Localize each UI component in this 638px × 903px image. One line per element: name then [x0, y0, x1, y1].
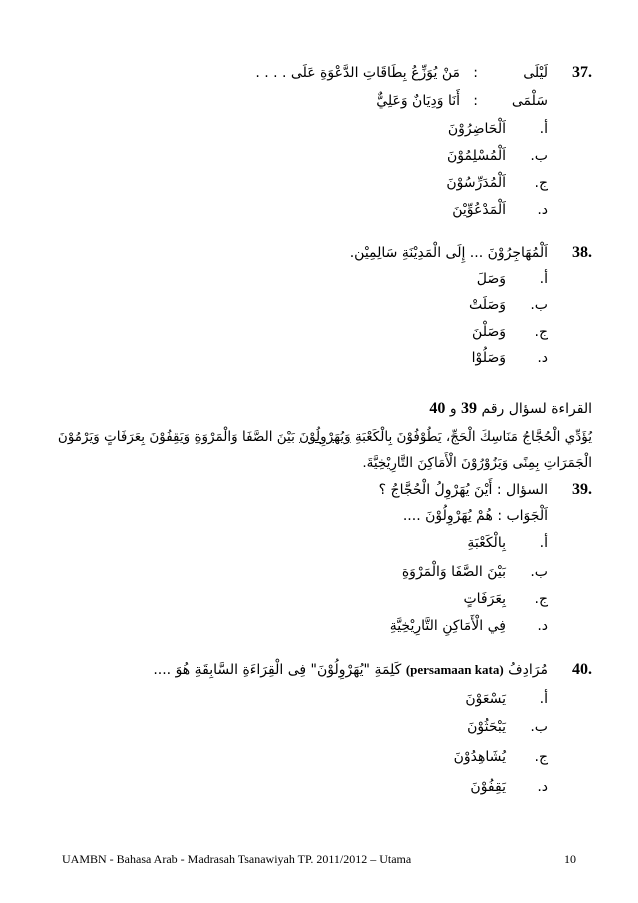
q40-text-a: مُرَادِفُ [508, 662, 548, 678]
reading-heading [429, 400, 592, 418]
q38-option-c-letter: ج. [534, 324, 548, 340]
q39-option-a-text: بِالْكَعْبَةِ [467, 535, 506, 551]
q38-option-b-letter: ب. [530, 297, 548, 313]
q37-option-d-text: اَلْمَدْعُوِّيْنَ [452, 202, 506, 218]
q40-option-a-text: يَسْعَوْنَ [465, 691, 506, 707]
q39-option-d-text: فِي الْأَمَاكِنِ التَّارِيْخِيَّةِ [389, 618, 506, 634]
q37-line2-text: أَنَا وَدِيَانٌ وَعَلِيٌّ [376, 93, 460, 109]
question-39-number: 39. [572, 481, 592, 498]
reading-line-1-underlined: وَيُهَرْوِلُوْنَ [299, 429, 351, 445]
reading-line-2: الْجَمَرَاتِ بِمِنًى وَيَزُوْرُوْنَ الْأَمَاكِنَ التَّارِيْخِيَّةَ. [362, 455, 592, 471]
q37-line1-text: مَنْ يُوَزِّعُ بِطَاقَاتِ الدَّعْوَةِ عَلَى . . . . [255, 65, 460, 81]
reading-line-1 [58, 428, 592, 446]
q39-answer: اَلْجَوَاب : هُمْ يُهَرْوِلُوْنَ .... [402, 508, 548, 524]
reading-line-1-b: بَيْنَ الصَّفَا وَالْمَرْوَةِ وَيَقِفُوْنَ بِعَرَفَاتٍ وَيَرْمُوْنَ [57, 429, 295, 445]
reading-heading-n2: 40 [429, 400, 446, 417]
footer-text: UAMBN - Bahasa Arab - Madrasah Tsanawiyah TP. 2011/2012 – Utama [62, 852, 412, 866]
q38-option-d-letter: د. [537, 350, 548, 366]
q38-text: اَلْمُهَاجِرُوْنَ ... إِلَى الْمَدِيْنَةِ سَالِمِيْن. [349, 245, 548, 261]
q37-option-b-letter: ب. [530, 148, 548, 164]
q40-option-c-letter: ج. [534, 749, 548, 765]
question-37-number: 37. [572, 64, 592, 81]
reading-heading-n1: 39 [461, 400, 478, 417]
q37-line2-sep: : [473, 93, 478, 109]
q40-option-c-text: يُشَاهِدُوْنَ [453, 749, 506, 765]
q39-option-a-letter: أ. [539, 535, 548, 551]
question-38-number: 38. [572, 244, 592, 261]
q37-line1-name: لَيْلَى [523, 65, 548, 81]
q39-option-d-letter: د. [537, 618, 548, 634]
q40-option-a-letter: أ. [539, 691, 548, 707]
q37-option-b-text: اَلْمُسْلِمُوْنَ [447, 148, 506, 164]
q37-option-c-letter: ج. [534, 175, 548, 191]
q38-option-a-letter: أ. [539, 271, 548, 287]
q39-option-b-text: بَيْنَ الصَّفَا وَالْمَرْوَةِ [401, 564, 506, 580]
reading-heading-and: و [449, 401, 457, 417]
q40-option-d-text: يَقِفُوْنَ [470, 779, 506, 795]
q37-line2-name: سَلْمَى [511, 93, 548, 109]
q40-option-b-letter: ب. [530, 719, 548, 735]
q38-option-b-text: وَصَلَتْ [468, 297, 506, 313]
q37-option-d-letter: د. [537, 202, 548, 218]
q40-option-d-letter: د. [537, 779, 548, 795]
q37-option-a-letter: أ. [539, 121, 548, 137]
q40-text [153, 661, 548, 679]
q38-option-c-text: وَصَلْنَ [472, 324, 506, 340]
q39-question: السؤال : أَيْنَ يُهَرْوِلُ الْحُجَّاجُ ؟ [378, 482, 548, 498]
q38-option-d-text: وَصَلُوْا [471, 350, 506, 366]
reading-heading-text: القراءة لسؤال رقم [481, 401, 592, 417]
q38-option-a-text: وَصَلَ [476, 271, 506, 287]
q39-option-c-letter: ج. [534, 591, 548, 607]
q40-option-b-text: يَبْحَثُوْنَ [467, 719, 506, 735]
q39-option-c-text: بِعَرَفَاتٍ [463, 591, 506, 607]
reading-line-1-a: يُؤَدِّي الْحُجَّاجُ مَنَاسِكَ الْحَجِّ، يَطُوْفُوْنَ بِالْكَعْبَةِ [354, 429, 592, 445]
q37-option-a-text: اَلْحَاضِرُوْنَ [447, 121, 506, 137]
question-40-number: 40. [572, 661, 592, 678]
q37-option-c-text: اَلْمُدَرِّسُوْنَ [446, 175, 506, 191]
footer-page-number: 10 [564, 852, 576, 866]
q39-option-b-letter: ب. [530, 564, 548, 580]
q40-text-b: كَلِمَةِ "يُهَرْوِلُوْنَ" فِى الْقِرَاءَةِ السَّابِقَةِ هُوَ .... [153, 662, 402, 678]
q37-line1-sep: : [473, 65, 478, 81]
q40-text-latin: (persamaan kata) [405, 662, 504, 677]
